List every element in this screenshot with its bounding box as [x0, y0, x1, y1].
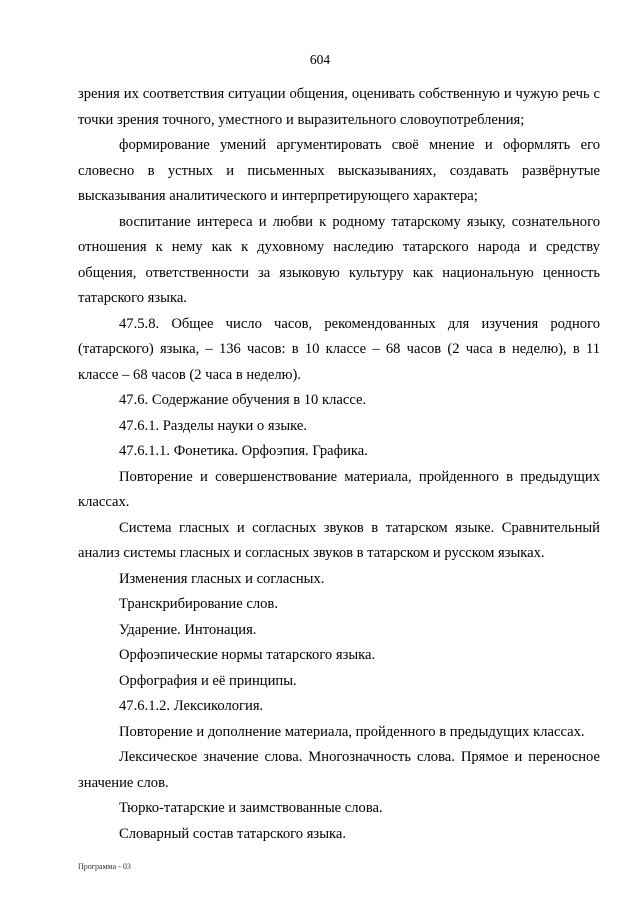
paragraph-orthoepic-norms: Орфоэпические нормы татарского языка. [119, 647, 376, 663]
section-heading-lexicology: 47.6.1.2. Лексикология. [119, 698, 264, 714]
paragraph-argumentation-skills: формирование умений аргументировать своё мнение и оформлять его словесно в устных и письменных высказываниях, создавать развёрнутые высказывания аналитического и интерпретирующего характера; [78, 137, 600, 204]
paragraph-orthography: Орфография и её принципы. [119, 672, 297, 689]
footer-note: Программа - 03 [78, 862, 131, 871]
page-number: 604 [309, 52, 331, 67]
paragraph-lexical-meaning: Лексическое значение слова. Многозначность слова. Прямое и переносное значение слов. [78, 749, 600, 791]
section-heading-language-science: 47.6.1. Разделы науки о языке. [119, 417, 307, 434]
section-heading-grade10-content: 47.6. Содержание обучения в 10 классе. [119, 392, 367, 408]
body-text [78, 82, 600, 847]
paragraph-sound-changes: Изменения гласных и согласных. [119, 570, 325, 587]
paragraph-language-appreciation: воспитание интереса и любви к родному татарскому языку, сознательного отношения к нему как к духовному наследию татарского народа и средству общения, ответственности за языковую культуру как национальную ценность татарского языка. [78, 213, 600, 306]
paragraph-vocabulary: Словарный состав татарского языка. [119, 825, 347, 842]
paragraph-stress-intonation: Ударение. Интонация. [119, 621, 257, 638]
paragraph-transcription: Транскрибирование слов. [119, 596, 278, 612]
paragraph-speech-evaluation: зрения их соответствия ситуации общения, оценивать собственную и чужую речь с точки зрения точного, уместного и выразительного словоупотребления; [78, 86, 600, 128]
paragraph-review-addition: Повторение и дополнение материала, пройденного в предыдущих классах. [119, 723, 585, 740]
section-heading-phonetics: 47.6.1.1. Фонетика. Орфоэпия. Графика. [119, 443, 368, 459]
paragraph-review-material: Повторение и совершенствование материала, пройденного в предыдущих классах. [78, 468, 600, 510]
paragraph-borrowed-words: Тюрко-татарские и заимствованные слова. [119, 800, 383, 816]
paragraph-study-hours: 47.5.8. Общее число часов, рекомендованных для изучения родного (татарского) языка, – 136 часов: в 10 классе – 68 часов (2 часа в неделю), в 11 классе – 68 часов (2 часа в неделю). [78, 315, 600, 383]
paragraph-vowel-consonant-system: Система гласных и согласных звуков в татарском языке. Сравнительный анализ системы гласных и согласных звуков в татарском и русском языках. [78, 519, 600, 561]
